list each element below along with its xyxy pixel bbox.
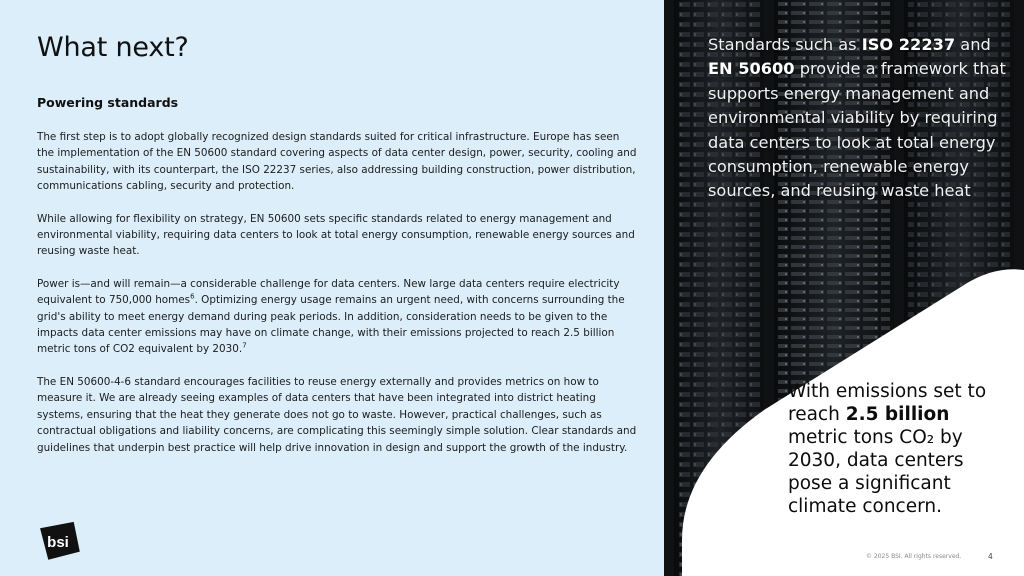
body-text — [37, 129, 637, 472]
footnote-ref-6[interactable]: 6 — [190, 292, 195, 301]
paragraph-3 — [37, 276, 637, 358]
callout-text-2: metric tons CO₂ by 2030, data centers pose a significant climate concern. — [788, 427, 964, 517]
quote-bold-iso: ISO 22237 — [861, 35, 956, 54]
footnote-ref-7[interactable]: 7 — [242, 342, 247, 350]
copyright-footer: © 2025 BSI. All rights reserved. — [866, 553, 962, 560]
quote-text-2: and — [955, 35, 991, 54]
callout-text-1: With emissions set to reach — [788, 381, 987, 425]
paragraph-4: The EN 50600-4-6 standard encourages facilities to reuse energy externally and provides metrics on how to measure it. We are already seeing examples of data centers that have been integrated into district heating systems, ensuring that the heat they generate does not go to waste. However, practical challenges, such as contractual obligations and liability concerns, are complicating this seemingly simple solution. Clear standards and guidelines that underpin best practice will help drive innovation in design and support the growth of the industry. — [37, 375, 637, 454]
pull-quote — [708, 33, 1008, 204]
bsi-logo — [37, 521, 81, 561]
paragraph-3-part-a: Power is—and will remain—a considerable challenge for data centers. New large data centers require electricity equivalent to 750,000 homes — [37, 277, 620, 307]
callout-bold-figure: 2.5 billion — [845, 404, 950, 425]
paragraph-2: While allowing for flexibility on strategy, EN 50600 sets specific standards related to energy management and environmental viability, requiring data centers to look at total energy consumption, renewable energy sources and reusing waste heat. — [37, 212, 635, 258]
bsi-logo-text: bsi — [47, 534, 69, 551]
emissions-callout — [788, 380, 1008, 518]
paragraph-1: The first step is to adopt globally recognized design standards suited for critical infrastructure. Europe has seen the implementation of the EN 50600 standard covering aspects of data center design, power, security, cooling and sustainability, with its counterpart, the ISO 22237 series, also addressing building construction, power distribution, communications cabling, security and protection. — [37, 131, 637, 193]
section-heading: Powering standards — [37, 95, 179, 110]
page-number: 4 — [988, 552, 993, 561]
quote-text-1: Standards such as — [708, 35, 862, 54]
page-title: What next? — [37, 32, 189, 63]
quote-text-3: provide a framework that supports energy management and environmental viability by requiring data centers to look at total energy consumption, renewable energy sources, and reusing waste heat — [708, 59, 1006, 201]
quote-bold-en: EN 50600 — [708, 59, 795, 79]
paragraph-3-part-b: . Optimizing energy usage remains an urgent need, with concerns surrounding the grid's ability to meet energy demand during peak periods. In addition, consideration needs to be given to the impacts data center emissions may have on climate change, with their emissions projected to reach 2.5 billion metric tons of CO2 equivalent by 2030. — [37, 294, 625, 356]
